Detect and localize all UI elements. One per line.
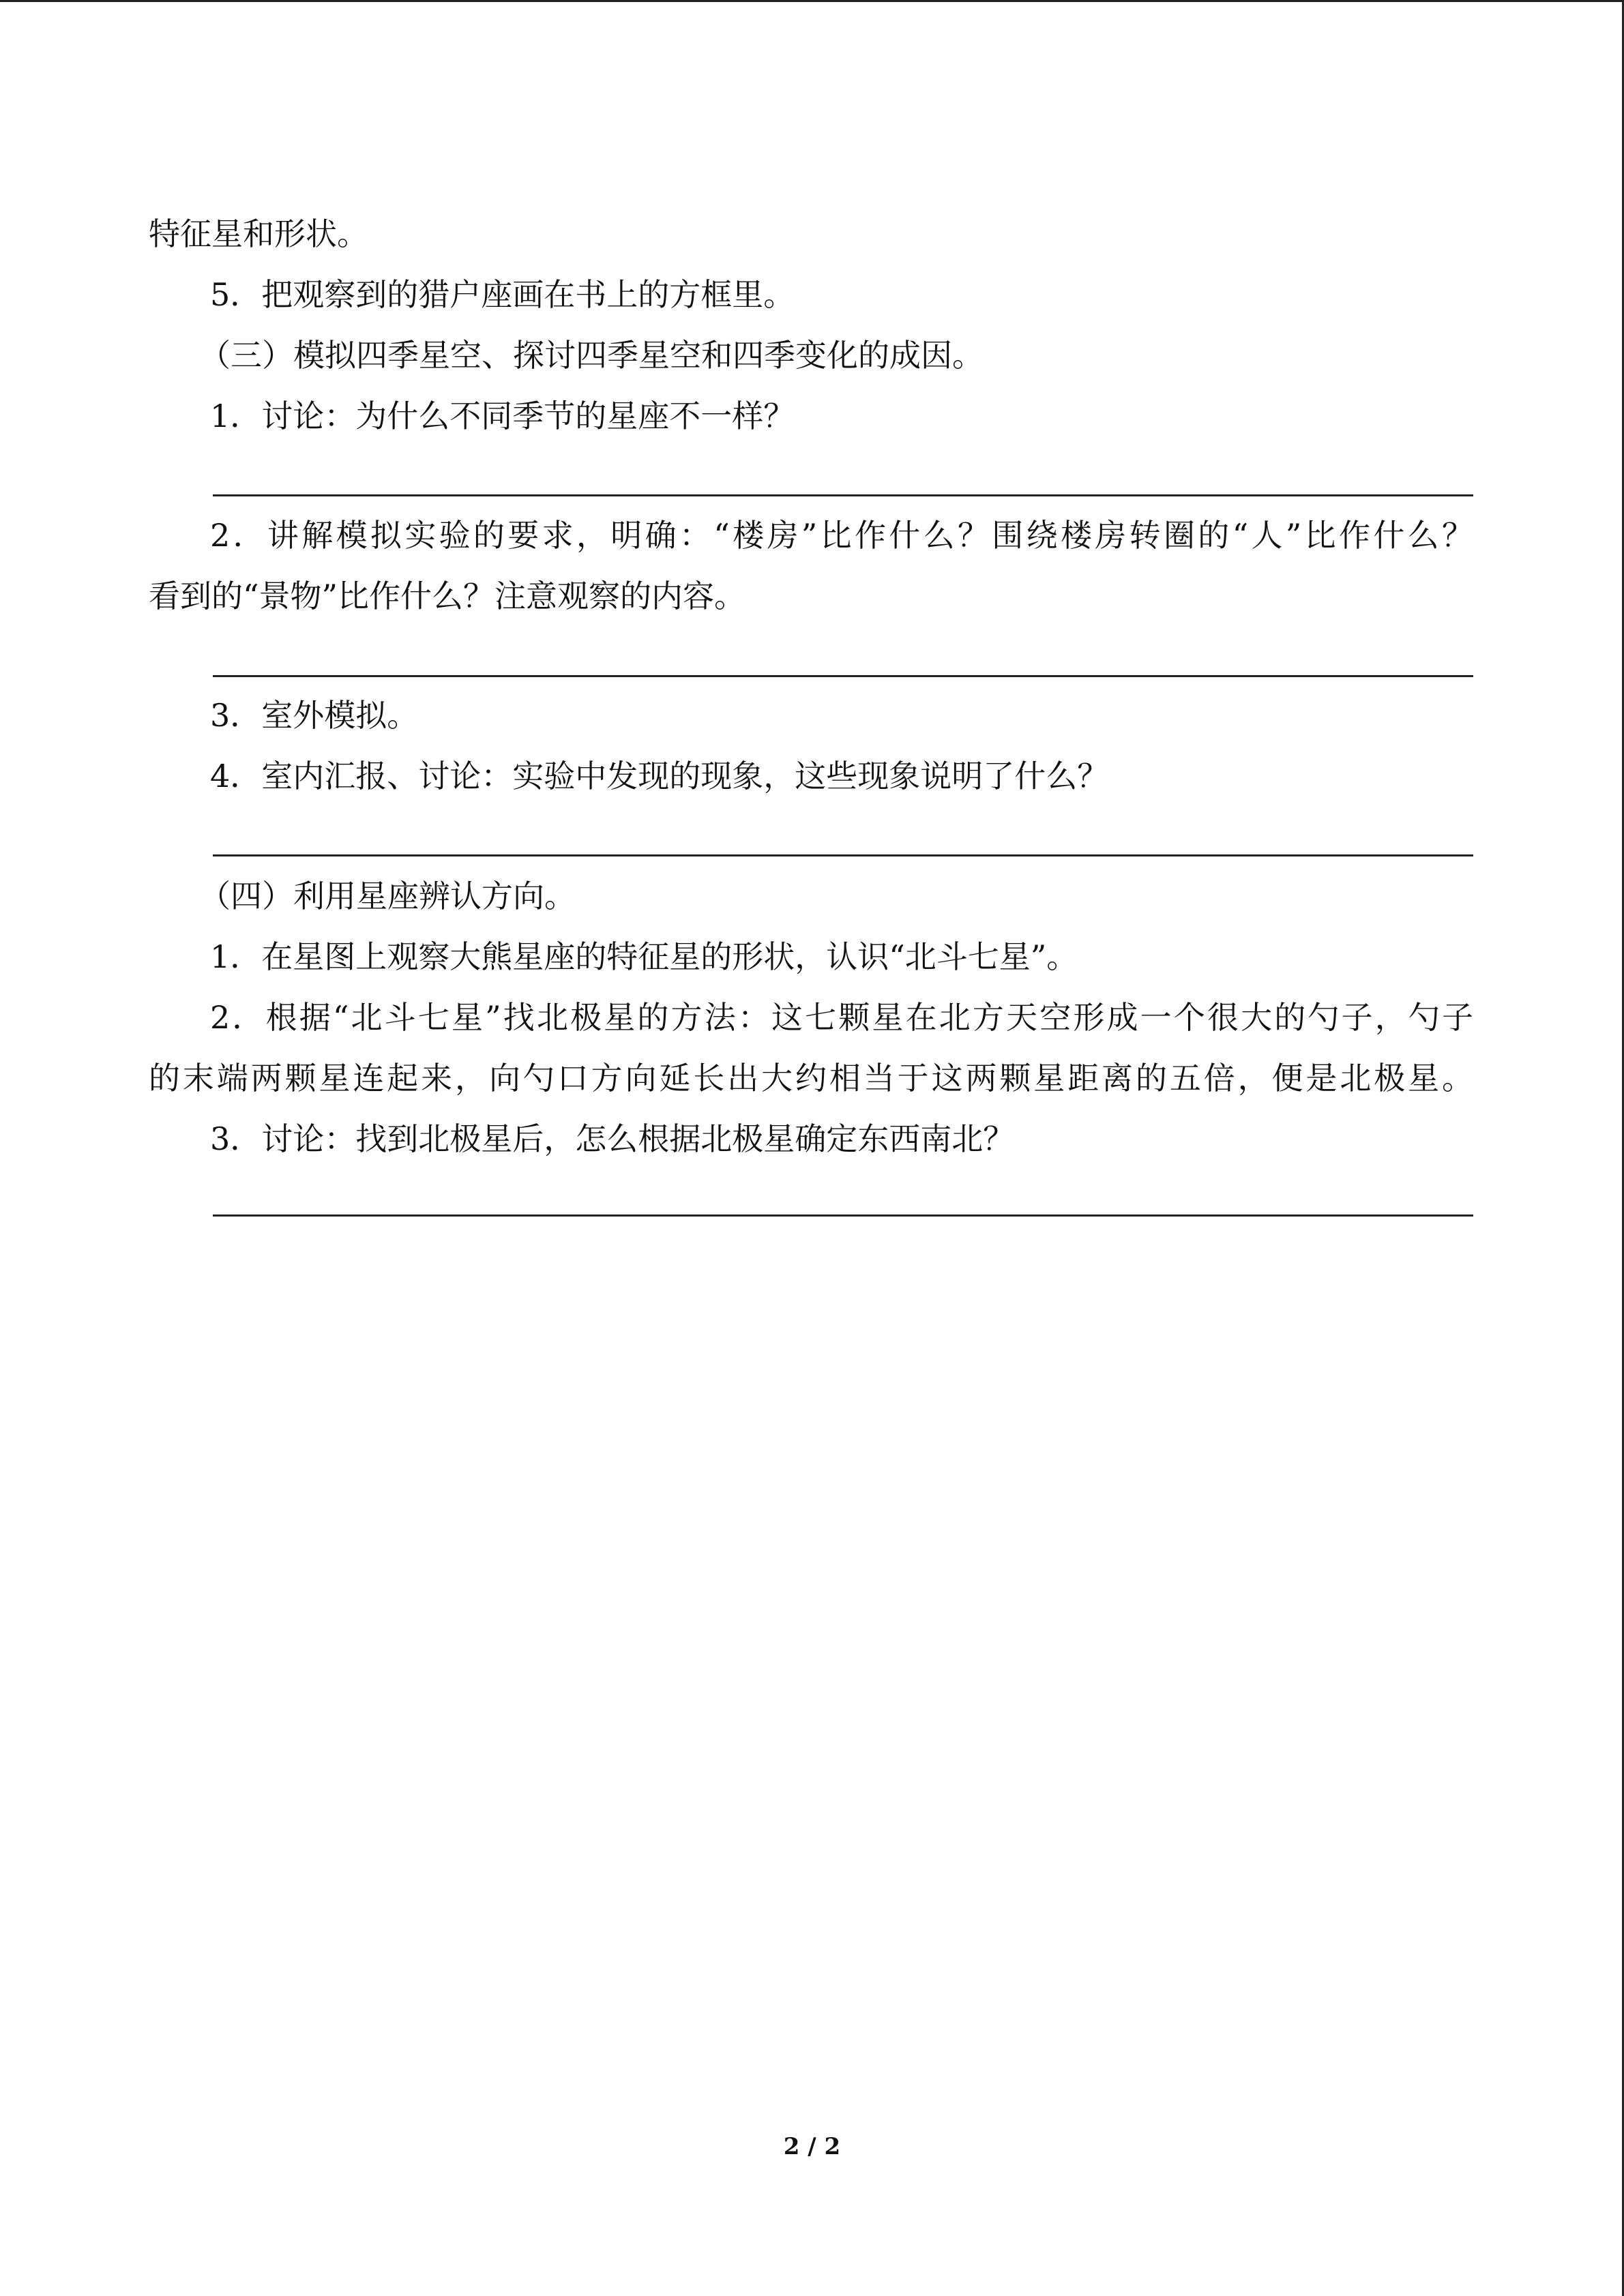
- question-text: 1．讨论：为什么不同季节的星座不一样？: [210, 398, 795, 434]
- text-line: 特征星和形状。: [149, 215, 368, 252]
- answer-line[interactable]: [213, 1214, 1473, 1217]
- answer-line[interactable]: [213, 854, 1473, 856]
- answer-line[interactable]: [213, 494, 1473, 496]
- text-line: 3．室外模拟。: [210, 697, 419, 734]
- answer-line[interactable]: [213, 675, 1473, 677]
- page-top-border: [0, 0, 1624, 2]
- text-line: 看到的“景物”比作什么？注意观察的内容。: [149, 578, 746, 614]
- section-heading: （四）利用星座辨认方向。: [199, 878, 576, 914]
- text-line: 5．把观察到的猎户座画在书上的方框里。: [210, 276, 795, 313]
- question-text: 3．讨论：找到北极星后，怎么根据北极星确定东西南北？: [210, 1120, 1015, 1157]
- page-number: 2 / 2: [783, 2133, 841, 2160]
- question-text: 2．讲解模拟实验的要求，明确：“楼房”比作什么？围绕楼房转圈的“人”比作什么？: [210, 517, 1473, 554]
- question-text: 4．室内汇报、讨论：实验中发现的现象，这些现象说明了什么？: [210, 758, 1109, 794]
- text-line: 2．根据“北斗七星”找北极星的方法：这七颗星在北方天空形成一个很大的勺子，勺子: [210, 999, 1473, 1036]
- text-line: 1．在星图上观察大熊星座的特征星的形状，认识“北斗七星”。: [210, 938, 1078, 975]
- text-line: 的末端两颗星连起来，向勺口方向延长出大约相当于这两颗星距离的五倍，便是北极星。: [149, 1060, 1473, 1097]
- section-heading: （三）模拟四季星空、探讨四季星空和四季变化的成因。: [199, 337, 984, 374]
